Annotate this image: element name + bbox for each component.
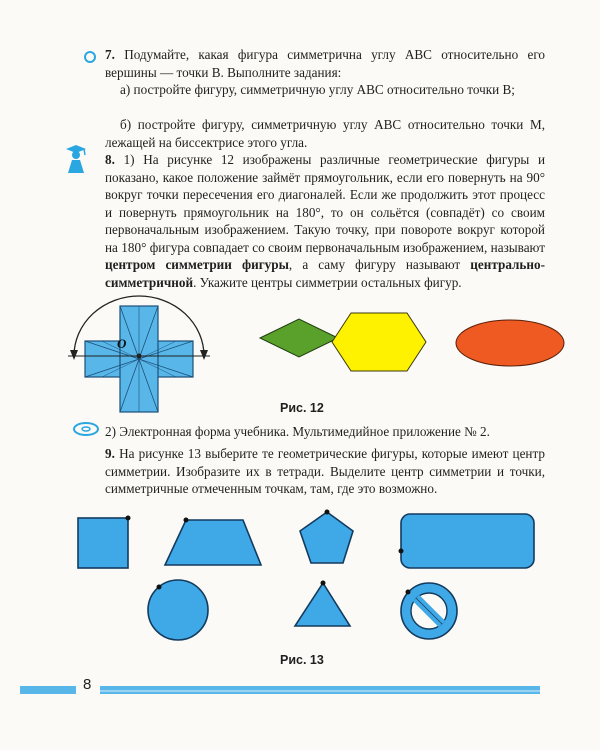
red-ellipse	[456, 320, 564, 366]
task-7-part-b-text: б) постройте фигуру, симметричную углу ABC относительно точки M, лежащей на биссектрисе этого угла.	[105, 117, 545, 150]
blue-pentagon	[300, 512, 353, 563]
task-7-part-a-text: а) постройте фигуру, симметричную углу ABC относительно точки B;	[120, 82, 515, 97]
task-7-intro	[105, 46, 545, 81]
task-9-text	[105, 445, 545, 498]
green-rhombus	[260, 319, 338, 357]
blue-rounded-rectangle	[401, 514, 534, 568]
task-7-part-a	[105, 81, 545, 99]
task-8-part2-text: 2) Электронная форма учебника. Мультимедийное приложение № 2.	[105, 424, 490, 439]
blue-trapezoid	[165, 520, 261, 565]
task-8-part1-start: 1) На рисунке 12 изображены различные геометрические фигуры и показано, какое положение займёт прямоугольник, если его повернуть на 90° вокруг точки пересечения его диагоналей. Если же продолжить этот процесс и повернуть прямоугольник на 180°, то он сольётся (совпадёт) со своим первоначальным изображением. Такую точку, при повороте вокруг которой на 180° фигура совпадает со своим первоначальным изображением, называют	[105, 152, 545, 255]
blue-triangle	[295, 583, 350, 626]
task-7-intro-text: Подумайте, какая фигура симметрична углу ABC относительно его вершины — точки B. Выполните задания:	[105, 47, 546, 80]
task-7-part-b	[105, 116, 545, 151]
task-7-number: 7.	[105, 47, 115, 62]
figure-12	[60, 298, 580, 398]
figure-12-caption: Рис. 12	[280, 401, 324, 415]
task-9-number: 9.	[105, 446, 115, 461]
figure-13	[70, 510, 550, 640]
term-center-of-symmetry: центром симметрии фигуры	[105, 257, 289, 272]
yellow-hexagon	[332, 313, 426, 371]
task-8-text	[105, 151, 545, 291]
task-8-part1-mid: , а саму фигуру называют	[288, 257, 461, 272]
circle-marker-icon	[83, 50, 97, 64]
student-figure-icon	[62, 143, 90, 175]
term-centrally-symmetric: центрально-симметричной	[105, 257, 545, 290]
center-label-o: O	[117, 336, 127, 351]
task-8-part2	[105, 423, 545, 441]
figure-13-caption: Рис. 13	[280, 653, 324, 667]
task-9-body: На рисунке 13 выберите те геометрические фигуры, которые имеют центр симметрии. Изобразите их в тетради. Выделите центр симметрии и точки, симметричные отмеченным точкам, там, где это возможно.	[105, 446, 546, 496]
blue-circle	[148, 580, 208, 640]
blue-square	[78, 518, 128, 568]
task-8-number: 8.	[105, 152, 115, 167]
page-number: 8	[83, 676, 92, 693]
electronic-disc-icon	[73, 421, 99, 437]
task-8-part1-end: . Укажите центры симметрии остальных фигур.	[193, 274, 462, 290]
